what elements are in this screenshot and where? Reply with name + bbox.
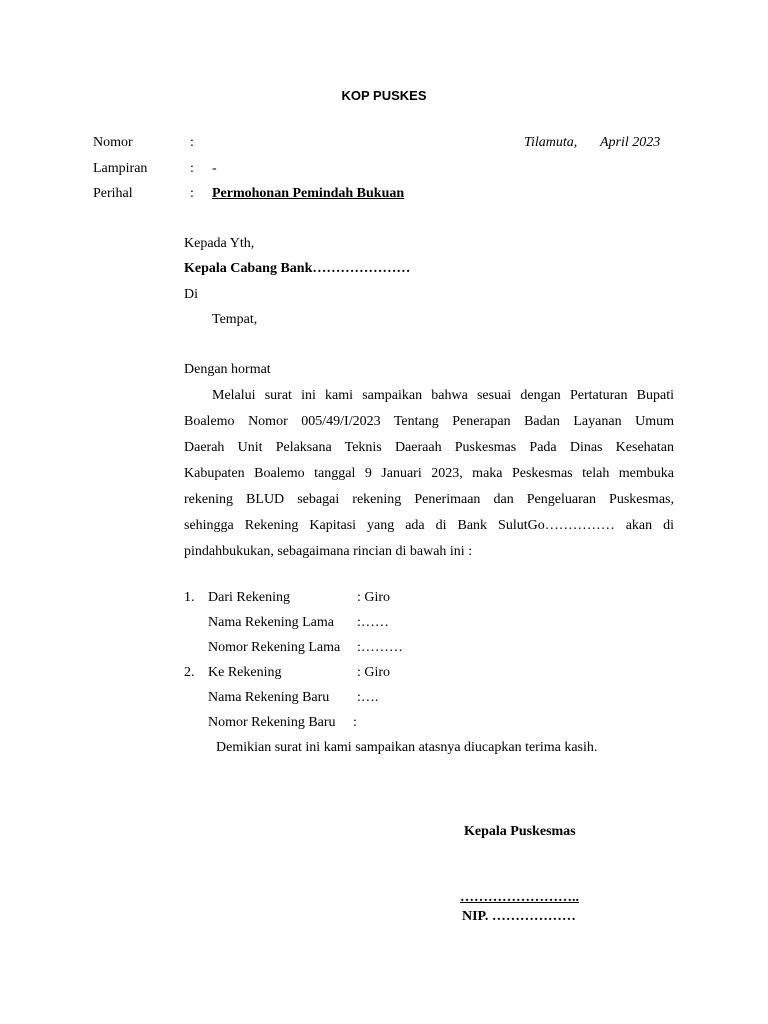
list-row-value: :………: [357, 640, 403, 655]
nomor-label: Nomor: [93, 135, 133, 150]
signature-nip: NIP. ………………: [462, 909, 576, 924]
list-row-value: :….: [357, 690, 379, 705]
body-line: Daerah Unit Pelaksana Teknis Daeraah Puskesmas Pada Dinas Kesehatan: [184, 440, 674, 455]
list-row-label: Nama Rekening Baru: [208, 690, 330, 705]
recipient-di: Di: [184, 287, 198, 302]
list-row-label: Ke Rekening: [208, 665, 282, 680]
recipient-name: Kepala Cabang Bank…………………: [184, 261, 411, 276]
perihal-label: Perihal: [93, 186, 133, 201]
closing-sentence: Demikian surat ini kami sampaikan atasnya diucapkan terima kasih.: [216, 740, 598, 755]
signature-title: Kepala Puskesmas: [464, 824, 576, 839]
list-row-label: Nomor Rekening Baru: [208, 715, 336, 730]
lampiran-colon: :: [190, 161, 194, 176]
body-line: pindahbukukan, sebagaimana rincian di bawah ini :: [184, 544, 473, 559]
letter-date: April 2023: [600, 135, 661, 150]
list-row-label: Dari Rekening: [208, 590, 291, 605]
list-row-value: :……: [357, 615, 389, 630]
perihal-colon: :: [190, 186, 194, 201]
body-line: sehingga Rekening Kapitasi yang ada di Bank SulutGo…………… akan di: [184, 518, 674, 533]
lampiran-value: -: [212, 161, 217, 176]
list-row-value: : Giro: [357, 590, 391, 605]
lampiran-label: Lampiran: [93, 161, 148, 176]
body-paragraph: [184, 383, 674, 565]
perihal-value: Permohonan Pemindah Bukuan: [212, 186, 405, 201]
nomor-colon: :: [190, 135, 194, 150]
list-number: 1.: [184, 590, 195, 605]
letterhead-title: KOP PUSKES: [341, 88, 427, 103]
list-row-value: :: [353, 715, 357, 730]
recipient-tempat: Tempat,: [212, 312, 258, 327]
letter-place: Tilamuta,: [524, 135, 578, 150]
salutation: Dengan hormat: [184, 362, 271, 377]
body-line: Boalemo Nomor 005/49/I/2023 Tentang Penerapan Badan Layanan Umum: [184, 414, 674, 429]
body-line: rekening BLUD sebagai rekening Penerimaan dan Pengeluaran Puskesmas,: [184, 492, 674, 507]
signature-name: ……………………..: [460, 890, 579, 905]
list-number: 2.: [184, 665, 195, 680]
list-row-label: Nama Rekening Lama: [208, 615, 334, 630]
body-line: Kabupaten Boalemo tanggal 9 Januari 2023, maka Peskesmas telah membuka: [184, 466, 674, 481]
body-line: Melalui surat ini kami sampaikan bahwa sesuai dengan Pertaturan Bupati: [212, 388, 674, 403]
list-row-value: : Giro: [357, 665, 391, 680]
list-row-label: Nomor Rekening Lama: [208, 640, 341, 655]
recipient-greeting: Kepada Yth,: [184, 236, 255, 251]
